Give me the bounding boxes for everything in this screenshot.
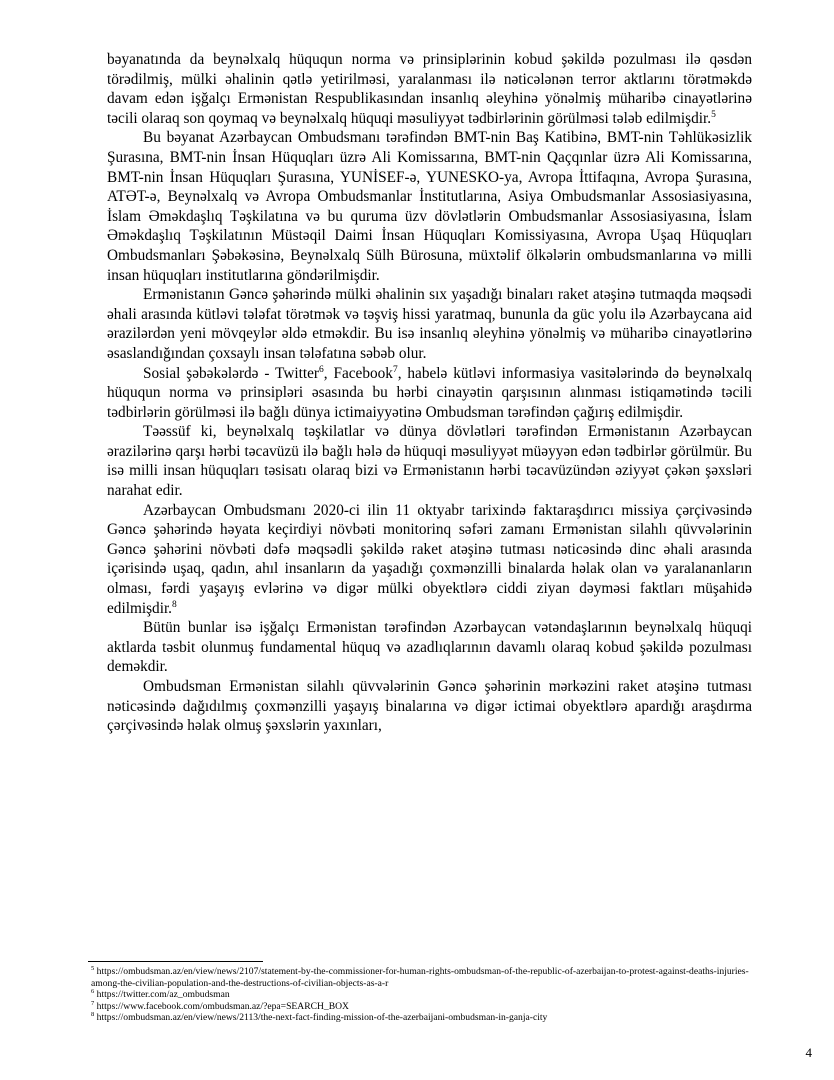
paragraph-text: Azərbaycan Ombudsmanı 2020-ci ilin 11 oktyabr tarixində faktaraşdırıcı missiya çərçivəsində Gəncə şəhərində həyata keçirdiyi növbəti monitorinq səfəri zamanı Ermənistan silahlı qüvvələrinin Gəncə şəhərini növbəti dəfə məqsədli şəkildə raket atəşinə tutması nəticəsində dinc əhali arasında içərisində uşaq, qadın, ahıl insanların da yaşadığı çoxmənzilli binalarda həlak olan və yaralananların olması, fərdi yaşayış evlərinə və digər mülki obyektlərə ciddi ziyan dəyməsi faktları müşahidə edilmişdir. <box>107 501 752 617</box>
footnote-ref-8[interactable]: 8 <box>172 599 177 610</box>
page-number: 4 <box>805 1045 812 1060</box>
footnote-link[interactable]: https://ombudsman.az/en/view/news/2113/the-next-fact-finding-mission-of-the-azerbaijani-ombudsman-in-ganja-city <box>96 1012 548 1024</box>
paragraph-text: Sosial şəbəkələrdə - Twitter <box>143 364 320 382</box>
paragraph-text: Ermənistanın Gəncə şəhərində mülki əhalinin sıx yaşadığı binaları raket atəşinə tutmaqda məqsədi əhali arasında kütləvi tələfat törətmək və təşviş hissi yaratmaq, bununla da güc yolu ilə Azərbaycana aid ərazilərdən yeni mövqeylər əldə etməkdir. Bu isə insanlıq əleyhinə yönəlmiş və müharibə cinayətlərinə əsaslandığından çoxsaylı insan tələfatına səbəb olur. <box>107 286 752 362</box>
paragraph-investigation <box>107 677 752 736</box>
paragraph-social-media-appeal <box>107 364 752 423</box>
paragraph-text: , Facebook <box>323 364 393 382</box>
footnote-number: 6 <box>91 988 95 995</box>
footnotes-section <box>91 966 761 1024</box>
paragraph-text: bəyanatında da beynəlxalq hüququn norma və prinsiplərinin kobud şəkildə pozulması ilə qəsdən törədilmiş, mülki əhalinin qətlə yetirilməsi, yaralanması ilə nəticələnən terror aktlarını törətməkdə davam edən işğalçı Ermənistan Respublikasından insanlıq əleyhinə yönəlmiş müharibə cinayətlərinə təcili olaraq son qoymaq və beynəlxalq hüquqi məsuliyyət tədbirlərinin görülməsi tələb edilmişdir. <box>107 51 752 127</box>
paragraph-text: Ombudsman Ermənistan silahlı qüvvələrinin Gəncə şəhərinin mərkəzini raket atəşinə tutması nəticəsində dağıdılmış çoxmənzilli yaşayış binalarına və digər ictimai obyektlərə apardığı araşdırma çərçivəsində həlak olmuş şəxslərin yaxınları, <box>107 678 752 735</box>
footnote-link[interactable]: https://www.facebook.com/ombudsman.az/?epa=SEARCH_BOX <box>96 1000 349 1012</box>
footnote-ref-5[interactable]: 5 <box>711 109 716 120</box>
footnote-8 <box>91 1012 761 1024</box>
footnote-number: 8 <box>91 1011 95 1019</box>
footnote-link[interactable]: https://twitter.com/az_ombudsman <box>96 989 230 1001</box>
paragraph-violations-summary <box>107 618 752 677</box>
paragraph-international-inaction <box>107 422 752 500</box>
footnote-7 <box>91 1001 761 1013</box>
paragraph-text: Bütün bunlar isə işğalçı Ermənistan tərəfindən Azərbaycan vətəndaşlarının beynəlxalq hüquqi aktlarda təsbit olunmuş fundamental hüquq və azadlıqlarının davamlı olaraq kobud şəkildə pozulması deməkdir. <box>107 619 752 676</box>
footnote-6 <box>91 989 761 1001</box>
paragraph-text: Bu bəyanat Azərbaycan Ombudsmanı tərəfindən BMT-nin Baş Katibinə, BMT-nin Təhlükəsizlik Şurasına, BMT-nin İnsan Hüquqları üzrə Ali Komissarına, BMT-nin Qaçqınlar üzrə Ali Komissarına, BMT-nin İnsan Hüquqları Şurasına, YUNİSEF-ə, YUNESKO-ya, Avropa İttifaqına, Avropa Şurasına, ATƏT-ə, Beynəlxalq və Avropa Ombudsmanlar İnstitutlarına, Asiya Ombudsmanlar Assosiasiyasına, İslam Əməkdaşlıq Təşkilatına və bu quruma üzv dövlətlərin Ombudsmanlar Assosiasiyasına, İslam Əməkdaşlıq Təşkilatının Müstəqil Daimi İnsan Hüquqları Komissiyasına, Avropa Uşaq Hüquqları Ombudsmanları Şəbəkəsinə, Beynəlxalq Sülh Bürosuna, müxtəlif ölkələrin ombudsmanlarına və milli insan hüquqları institutlarına göndərilmişdir. <box>107 129 752 284</box>
footnote-link[interactable]: https://ombudsman.az/en/view/news/2107/statement-by-the-commissioner-for-human-rights-ombudsman-of-the-republic-of-azerbaijan-to-protest-against-deaths-injuries-among-the-civilian-population-and-the-destructions-of-civilian-objects-as-a-r <box>91 966 749 989</box>
paragraph-statement-demand <box>107 50 752 128</box>
footnote-ref-6[interactable]: 6 <box>319 364 324 375</box>
footnote-number: 5 <box>91 964 95 972</box>
footnote-5 <box>91 966 761 989</box>
paragraph-text: Təəssüf ki, beynəlxalq təşkilatlar və dünya dövlətləri tərəfindən Ermənistanın Azərbaycan ərazilərinə qarşı hərbi təcavüzü ilə bağlı hələ də hüquqi məsuliyyət müəyyən edən tədbirlər görülmür. Bu isə milli insan hüquqları təsisatı olaraq bizi və Ermənistanın hərbi təcavüzündən əziyyət çəkən şəxsləri narahat edir. <box>107 423 752 500</box>
footnote-separator <box>88 961 263 962</box>
paragraph-monitoring-visit <box>107 501 752 619</box>
document-body <box>107 50 752 736</box>
footnote-ref-7[interactable]: 7 <box>392 364 398 375</box>
paragraph-text: , habelə kütləvi informasiya vasitələrində də beynəlxalq hüququn norma və prinsipləri əsasında bu hərbi cinayətin qarşısının alınması istiqamətində təcili tədbirlərin görülməsi ilə bağlı dünya ictimaiyyətinə Ombudsman tərəfindən çağırış edilmişdir. <box>107 364 752 421</box>
footnote-number: 7 <box>91 999 95 1007</box>
paragraph-statement-recipients <box>107 128 752 285</box>
paragraph-ganja-attack-purpose <box>107 285 752 363</box>
